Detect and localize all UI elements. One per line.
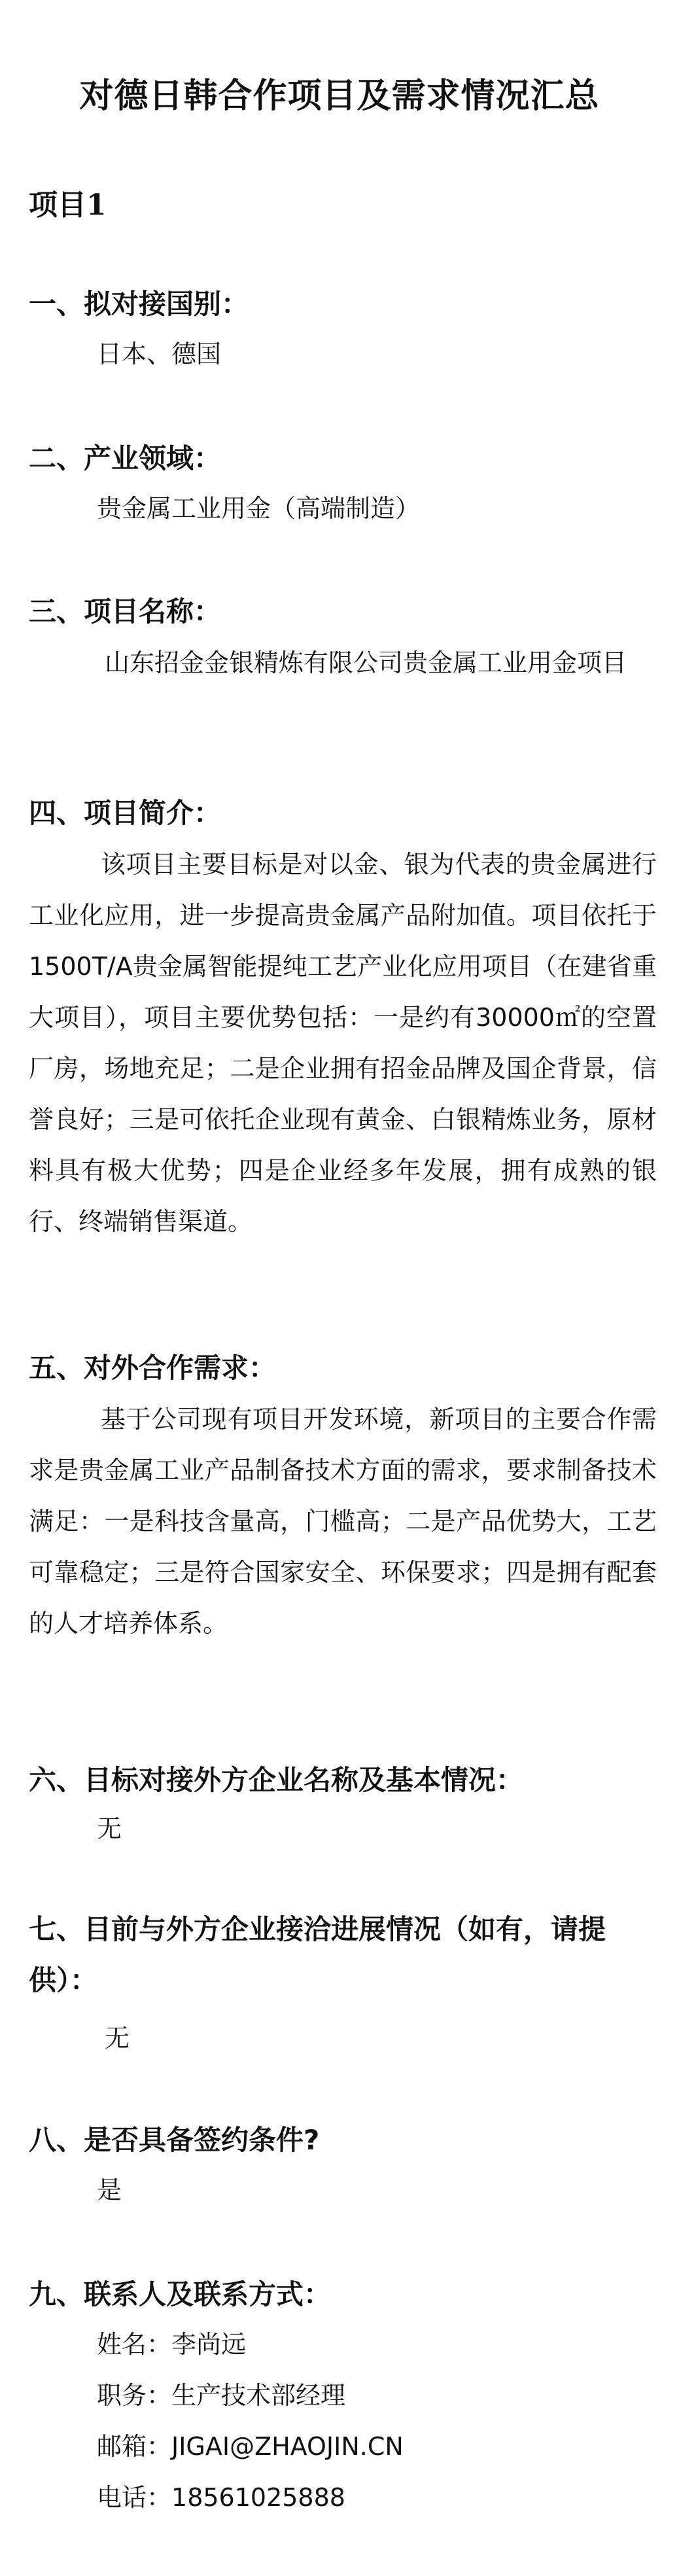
project-label: 项目1: [29, 188, 107, 222]
contact-email-row: [97, 2426, 404, 2467]
section-heading-target-companies: 六、目标对接外方企业名称及基本情况：: [29, 1764, 524, 1796]
contact-phone-label: 电话：: [97, 2483, 172, 2512]
section-value-signing: 是: [97, 2176, 122, 2204]
section-heading-progress: 七、目前与外方企业接洽进展情况（如有，请提供）：: [29, 1913, 606, 1996]
document-title: 对德日韩合作项目及需求情况汇总: [79, 76, 600, 116]
contact-phone-row: [97, 2477, 345, 2518]
section-heading-project-intro: 四、项目简介：: [29, 797, 222, 829]
contact-email-value: JIGAI@ZHAOJIN.CN: [171, 2432, 404, 2461]
section-heading-industry: 二、产业领域：: [29, 442, 222, 474]
contact-phone-value: 18561025888: [171, 2483, 345, 2512]
section-value-industry: 贵金属工业用金（高端制造）: [97, 494, 421, 523]
contact-name-row: [97, 2324, 246, 2365]
section-heading-project-name: 三、项目名称：: [29, 595, 222, 627]
contact-name-label: 姓名：: [97, 2330, 172, 2359]
section-heading-cooperation-needs: 五、对外合作需求：: [29, 1352, 277, 1384]
section-value-country: 日本、德国: [97, 340, 222, 368]
section-value-progress: 无: [105, 2024, 130, 2053]
contact-title-label: 职务：: [97, 2381, 172, 2410]
section-value-cooperation-needs: 基于公司现有项目开发环境，新项目的主要合作需求是贵金属工业产品制备技术方面的需求，要求制备技术满足：一是科技含量高，门槛高；二是产品优势大，工艺可靠稳定；三是符合国家安全、环保要求；四是拥有配套的人才培养体系。: [29, 1405, 657, 1638]
section-heading-country: 一、拟对接国别：: [29, 288, 249, 320]
contact-title-row: [97, 2375, 345, 2416]
contact-title-value: 生产技术部经理: [171, 2381, 346, 2410]
section-value-project-intro: 该项目主要目标是对以金、银为代表的贵金属进行工业化应用，进一步提高贵金属产品附加值。项目依托于1500T/A贵金属智能提纯工艺产业化应用项目（在建省重大项目），项目主要优势包括：一是约有30000㎡的空置厂房，场地充足；二是企业拥有招金品牌及国企背景，信誉良好；三是可依托企业现有黄金、白银精炼业务，原材料具有极大优势；四是企业经多年发展，拥有成熟的银行、终端销售渠道。: [29, 850, 657, 1236]
section-heading-signing: 八、是否具备签约条件?: [29, 2124, 320, 2156]
contact-name-value: 李尚远: [171, 2330, 247, 2359]
contact-email-label: 邮箱：: [97, 2432, 172, 2461]
section-value-target-companies: 无: [97, 1814, 122, 1843]
section-value-project-name: 山东招金金银精炼有限公司贵金属工业用金项目: [105, 648, 627, 677]
section-heading-contact: 九、联系人及联系方式：: [29, 2278, 332, 2310]
